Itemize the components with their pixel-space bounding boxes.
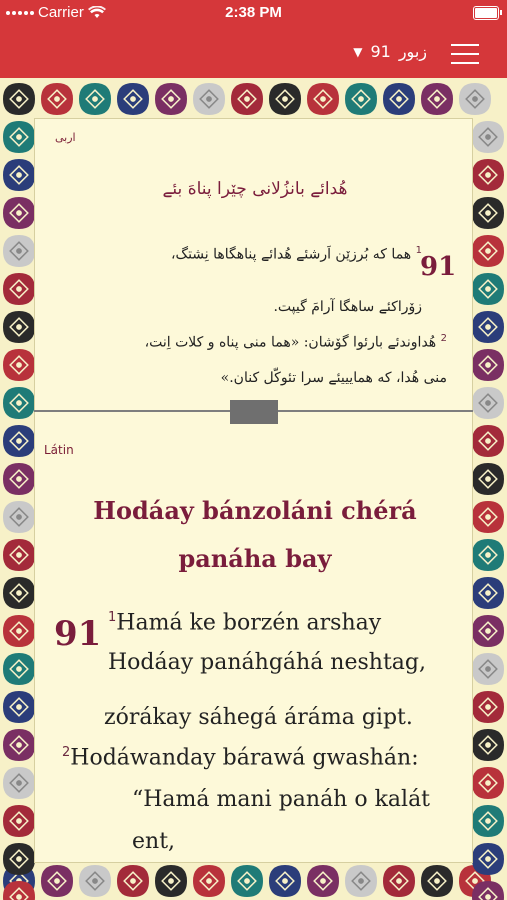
border-motif bbox=[231, 865, 263, 897]
border-motif bbox=[3, 691, 35, 723]
latin-heading bbox=[40, 487, 470, 583]
border-motif bbox=[472, 425, 504, 457]
border-motif bbox=[3, 615, 35, 647]
arabic-line bbox=[273, 299, 422, 315]
arabic-line bbox=[145, 333, 447, 351]
latin-line bbox=[132, 829, 175, 854]
latin-line bbox=[108, 610, 381, 635]
border-motif bbox=[472, 615, 504, 647]
latin-line bbox=[104, 705, 413, 730]
menu-icon[interactable] bbox=[451, 44, 479, 64]
border-motif bbox=[3, 311, 35, 343]
border-motif bbox=[472, 881, 504, 900]
latin-line bbox=[62, 745, 419, 770]
latin-line-text: Hamá ke borzén arshay bbox=[116, 610, 382, 636]
decorative-border-bottom bbox=[0, 862, 507, 900]
latin-heading-line: Hodáay bánzoláni chérá bbox=[93, 496, 417, 525]
border-motif bbox=[155, 865, 187, 897]
border-motif bbox=[472, 653, 504, 685]
border-motif bbox=[472, 311, 504, 343]
resize-handle[interactable] bbox=[230, 400, 278, 424]
border-motif bbox=[421, 83, 453, 115]
border-motif bbox=[472, 273, 504, 305]
decorative-border-top bbox=[0, 80, 507, 118]
top-bar bbox=[0, 0, 507, 78]
arabic-line bbox=[221, 370, 447, 386]
border-motif bbox=[472, 197, 504, 229]
border-motif bbox=[472, 235, 504, 267]
arabic-pane-label: اربی bbox=[55, 131, 76, 144]
border-motif bbox=[472, 349, 504, 381]
border-motif bbox=[3, 653, 35, 685]
border-motif bbox=[3, 425, 35, 457]
latin-line-text: Hodáwanday bárawá gwashán: bbox=[70, 745, 419, 771]
decorative-border-left bbox=[0, 80, 38, 900]
border-motif bbox=[3, 273, 35, 305]
border-motif bbox=[383, 865, 415, 897]
border-motif bbox=[472, 463, 504, 495]
latin-line bbox=[132, 787, 430, 812]
carrier-label: Carrier bbox=[38, 4, 84, 21]
arabic-chapter-number: 91 bbox=[420, 252, 457, 282]
border-motif bbox=[3, 197, 35, 229]
clock: 2:38 PM bbox=[225, 4, 282, 21]
border-motif bbox=[41, 83, 73, 115]
border-motif bbox=[269, 865, 301, 897]
arabic-line-text: هُداوندئے بارئوا گۆشان: «هما منی پناه و کلات اِنت، bbox=[144, 334, 437, 351]
border-motif bbox=[155, 83, 187, 115]
border-motif bbox=[3, 501, 35, 533]
arabic-heading: هُدائے بانزُلانی چێرا پناهَ بئے bbox=[162, 179, 348, 199]
border-motif bbox=[193, 865, 225, 897]
border-motif bbox=[3, 881, 35, 900]
latin-line-text: “Hamá mani panáh o kalát bbox=[132, 787, 431, 812]
border-motif bbox=[3, 577, 35, 609]
border-motif bbox=[3, 463, 35, 495]
verse-number: 2 bbox=[62, 745, 71, 760]
chevron-down-icon: ▼ bbox=[353, 44, 363, 59]
book-name: زبور bbox=[398, 42, 427, 61]
latin-chapter-number: 91 bbox=[54, 614, 102, 654]
border-motif bbox=[3, 729, 35, 761]
border-motif bbox=[3, 235, 35, 267]
border-motif bbox=[472, 387, 504, 419]
border-motif bbox=[472, 121, 504, 153]
border-motif bbox=[472, 691, 504, 723]
latin-line-text: zórákay sáhegá áráma gipt. bbox=[104, 705, 413, 730]
latin-line-text: ent, bbox=[132, 829, 176, 854]
border-motif bbox=[3, 121, 35, 153]
arabic-line-text: زۆراکئے ساهگا آرامَ گیپت. bbox=[273, 299, 422, 315]
border-motif bbox=[307, 865, 339, 897]
status-bar bbox=[0, 0, 507, 26]
nav-bar bbox=[0, 40, 507, 68]
latin-line bbox=[108, 650, 426, 675]
border-motif bbox=[79, 865, 111, 897]
border-motif bbox=[472, 501, 504, 533]
border-motif bbox=[3, 843, 35, 875]
border-motif bbox=[79, 83, 111, 115]
battery-icon bbox=[473, 6, 499, 20]
border-motif bbox=[3, 539, 35, 571]
verse-number: 1 bbox=[415, 245, 422, 256]
border-motif bbox=[345, 865, 377, 897]
verse-number: 2 bbox=[440, 333, 447, 344]
chapter-number: 91 bbox=[370, 42, 391, 61]
latin-line-text: Hodáay panáhgáhá neshtag, bbox=[108, 650, 426, 675]
verse-number: 1 bbox=[108, 610, 117, 625]
arabic-line-text: منی هُدا، که همایییئے سرا تئوکّل کنان.» bbox=[220, 370, 447, 386]
border-motif bbox=[421, 865, 453, 897]
border-motif bbox=[3, 767, 35, 799]
border-motif bbox=[193, 83, 225, 115]
border-motif bbox=[307, 83, 339, 115]
border-motif bbox=[472, 539, 504, 571]
border-motif bbox=[231, 83, 263, 115]
decorative-border-right bbox=[469, 80, 507, 900]
border-motif bbox=[472, 805, 504, 837]
border-motif bbox=[472, 767, 504, 799]
border-motif bbox=[269, 83, 301, 115]
border-motif bbox=[117, 83, 149, 115]
latin-heading-line: panáha bay bbox=[178, 544, 332, 573]
border-motif bbox=[345, 83, 377, 115]
border-motif bbox=[117, 865, 149, 897]
border-motif bbox=[472, 843, 504, 875]
border-motif bbox=[41, 865, 73, 897]
chapter-selector[interactable] bbox=[353, 42, 427, 61]
border-motif bbox=[383, 83, 415, 115]
latin-pane-label: Látin bbox=[44, 443, 74, 457]
border-motif bbox=[472, 729, 504, 761]
arabic-line-text: هما که بُرزێن اَرشئے هُدائے پناهگاها نِشتگ، bbox=[171, 246, 412, 263]
border-motif bbox=[3, 349, 35, 381]
border-motif bbox=[3, 159, 35, 191]
border-motif bbox=[3, 387, 35, 419]
border-motif bbox=[472, 577, 504, 609]
border-motif bbox=[3, 805, 35, 837]
border-motif bbox=[472, 159, 504, 191]
arabic-line bbox=[171, 245, 422, 263]
